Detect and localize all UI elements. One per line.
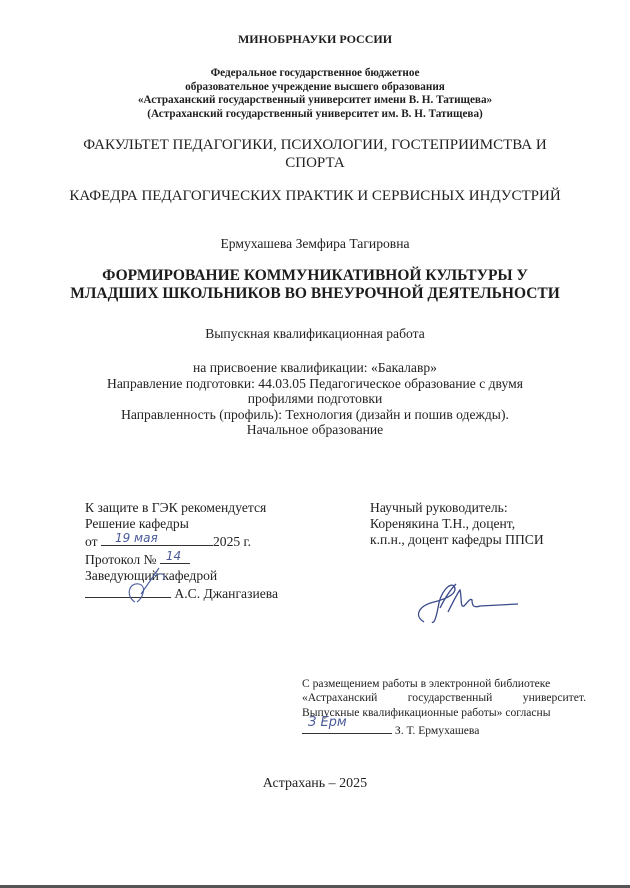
consent-signature: З Ерм: [308, 714, 347, 730]
work-type: Выпускная квалификационная работа: [205, 326, 425, 341]
date-prefix: от: [85, 534, 98, 549]
date-suffix: 2025 г.: [212, 534, 251, 549]
org-line: «Астраханский государственный университет имени В. Н. Татищева»: [137, 94, 493, 106]
faculty-line: ФАКУЛЬТЕТ ПЕДАГОГИКИ, ПСИХОЛОГИИ, ГОСТЕПРИИМСТВА И: [83, 137, 547, 153]
consent-signature-line: [302, 714, 586, 738]
org-line: (Астраханский государственный университет им. В. Н. Татищева): [147, 107, 483, 120]
head-signature-icon: [115, 562, 185, 606]
consent-line: «Астраханский государственный университет.: [302, 691, 586, 705]
date-line: [85, 532, 278, 550]
supervisor-label: Научный руководитель:: [370, 500, 508, 515]
handwritten-date: 19 мая: [114, 531, 158, 545]
defense-block: [85, 500, 278, 602]
qualification-line: профилями подготовки: [247, 391, 383, 407]
city-year: Астрахань – 2025: [262, 776, 368, 791]
qualification-line: на присвоение квалификации: «Бакалавр»: [193, 360, 437, 375]
recommended-label: К защите в ГЭК рекомендуется: [85, 500, 267, 515]
supervisor-name: Коренякина Т.Н., доцент,: [370, 516, 516, 531]
qualification-line: Направление подготовки: 44.03.05 Педагогическое образование с двумя: [107, 375, 523, 391]
org-line: Федеральное государственное бюджетное: [210, 67, 420, 79]
consent-line: С размещением работы в электронной библиотеке: [302, 677, 551, 690]
qualification-block: [0, 360, 630, 438]
title-line: ФОРМИРОВАНИЕ КОММУНИКАТИВНОЙ КУЛЬТУРЫ У: [102, 267, 528, 284]
org-line: образовательное учреждение высшего образования: [185, 80, 445, 93]
head-signature-line: [85, 584, 278, 602]
organization-block: [0, 67, 630, 121]
qualification-line: Начальное образование: [246, 422, 384, 438]
supervisor-signature-icon: [410, 578, 520, 628]
author-name: Ермухашева Земфира Тагировна: [220, 236, 410, 251]
protocol-label: Протокол №: [85, 552, 157, 567]
consent-signature-field: [302, 714, 392, 734]
consent-block: [302, 677, 586, 738]
supervisor-title: к.п.н., доцент кафедры ППСИ: [370, 532, 544, 547]
title-line: МЛАДШИХ ШКОЛЬНИКОВ ВО ВНЕУРОЧНОЙ ДЕЯТЕЛЬНОСТИ: [70, 285, 560, 302]
consent-name: З. Т. Ермухашева: [394, 723, 480, 737]
thesis-title: [0, 267, 630, 303]
handwritten-protocol-number: 14: [165, 549, 182, 563]
supervisor-block: [370, 500, 544, 548]
faculty-line: СПОРТА: [285, 155, 345, 171]
date-field: [101, 532, 213, 546]
consent-line: Выпускные квалификационные работы» согласны: [302, 705, 551, 719]
head-label: Заведующий кафедрой: [85, 568, 218, 583]
decision-label: Решение кафедры: [85, 516, 189, 531]
department-name: КАФЕДРА ПЕДАГОГИЧЕСКИХ ПРАКТИК И СЕРВИСНЫХ ИНДУСТРИЙ: [69, 188, 561, 204]
qualification-line: Направленность (профиль): Технология (дизайн и пошив одежды).: [121, 406, 509, 422]
ministry-label: МИНОБРНАУКИ РОССИИ: [237, 32, 393, 46]
faculty-block: [0, 136, 630, 172]
head-name: А.С. Джангазиева: [174, 586, 279, 601]
